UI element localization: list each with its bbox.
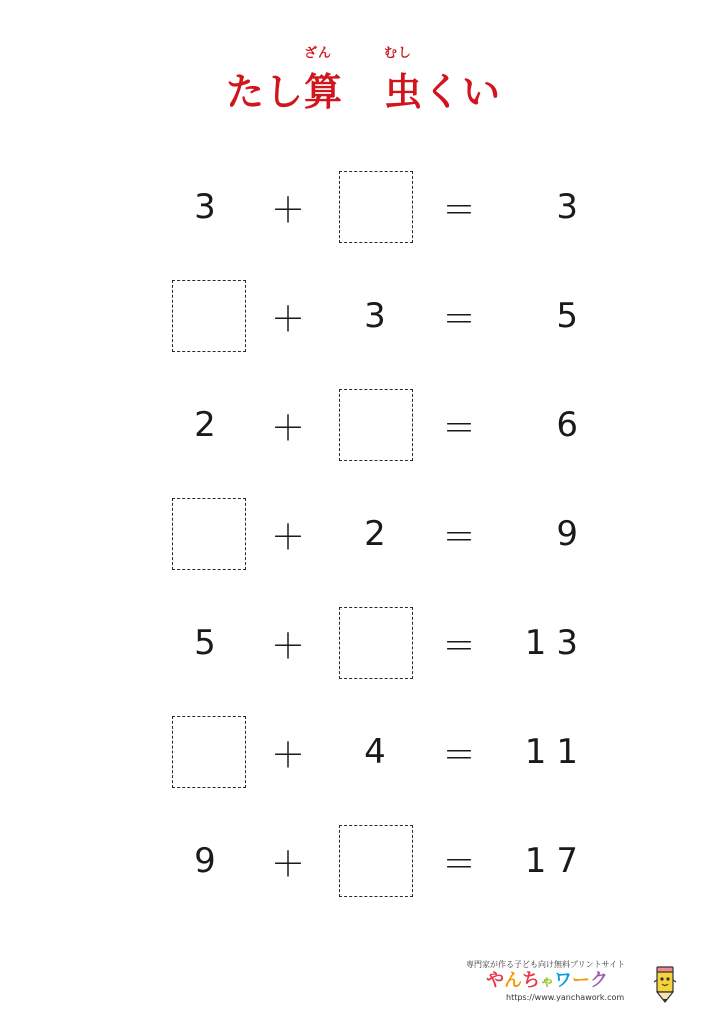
answer-box[interactable] xyxy=(339,825,413,897)
equals-sign: ＝ xyxy=(442,299,476,340)
problem-row xyxy=(0,606,724,680)
plus-sign: ＋ xyxy=(271,408,305,449)
pencil-mascot-icon xyxy=(650,964,680,1004)
problem-row xyxy=(0,715,724,789)
answer-box[interactable] xyxy=(172,716,246,788)
equals-sign: ＝ xyxy=(442,517,476,558)
second-operand-number: 3 xyxy=(364,296,386,336)
result-number: 17 xyxy=(524,841,588,881)
title-mushikui: 虫くい xyxy=(384,70,502,114)
answer-box[interactable] xyxy=(172,280,246,352)
second-operand-number: 4 xyxy=(364,732,386,772)
answer-box[interactable] xyxy=(339,389,413,461)
site-logo xyxy=(466,960,696,1012)
site-logo-text xyxy=(486,970,608,993)
first-operand-number: 9 xyxy=(194,841,216,881)
result-number: 5 xyxy=(556,296,588,336)
plus-sign: ＋ xyxy=(271,626,305,667)
plus-sign: ＋ xyxy=(271,844,305,885)
logo-letter: ー xyxy=(572,970,590,991)
logo-letter: ん xyxy=(504,970,522,991)
result-number: 13 xyxy=(524,623,588,663)
plus-sign: ＋ xyxy=(271,517,305,558)
first-operand-number: 3 xyxy=(194,187,216,227)
result-number: 11 xyxy=(524,732,588,772)
title-addition: たし算 xyxy=(226,70,344,114)
logo-letter: ワ xyxy=(554,970,572,991)
second-operand-answer-box-cell xyxy=(339,170,417,244)
logo-letter: ク xyxy=(590,970,608,991)
equals-sign: ＝ xyxy=(442,626,476,667)
logo-letter: や xyxy=(486,970,504,991)
first-operand-answer-box-cell xyxy=(172,279,250,353)
plus-sign: ＋ xyxy=(271,299,305,340)
equals-sign: ＝ xyxy=(442,735,476,776)
site-tagline: 専門家が作る子ども向け無料プリントサイト xyxy=(466,960,626,969)
problem-row xyxy=(0,388,724,462)
problem-row xyxy=(0,497,724,571)
equals-sign: ＝ xyxy=(442,844,476,885)
logo-letter: ゃ xyxy=(540,974,554,990)
result-number: 6 xyxy=(556,405,588,445)
equals-sign: ＝ xyxy=(442,408,476,449)
answer-box[interactable] xyxy=(339,171,413,243)
logo-letter: ち xyxy=(522,970,540,991)
problem-row xyxy=(0,824,724,898)
plus-sign: ＋ xyxy=(271,190,305,231)
first-operand-number: 5 xyxy=(194,623,216,663)
second-operand-answer-box-cell xyxy=(339,824,417,898)
second-operand-answer-box-cell xyxy=(339,388,417,462)
answer-box[interactable] xyxy=(339,607,413,679)
first-operand-number: 2 xyxy=(194,405,216,445)
problem-row xyxy=(0,279,724,353)
plus-sign: ＋ xyxy=(271,735,305,776)
second-operand-number: 2 xyxy=(364,514,386,554)
second-operand-answer-box-cell xyxy=(339,606,417,680)
answer-box[interactable] xyxy=(172,498,246,570)
first-operand-answer-box-cell xyxy=(172,715,250,789)
title-ruby-mushi: むし xyxy=(384,46,413,61)
site-url: https://www.yanchawork.com xyxy=(506,993,625,1002)
result-number: 9 xyxy=(556,514,588,554)
title-ruby-zan: ざん xyxy=(304,46,333,61)
problem-row xyxy=(0,170,724,244)
result-number: 3 xyxy=(556,187,588,227)
equals-sign: ＝ xyxy=(442,190,476,231)
first-operand-answer-box-cell xyxy=(172,497,250,571)
